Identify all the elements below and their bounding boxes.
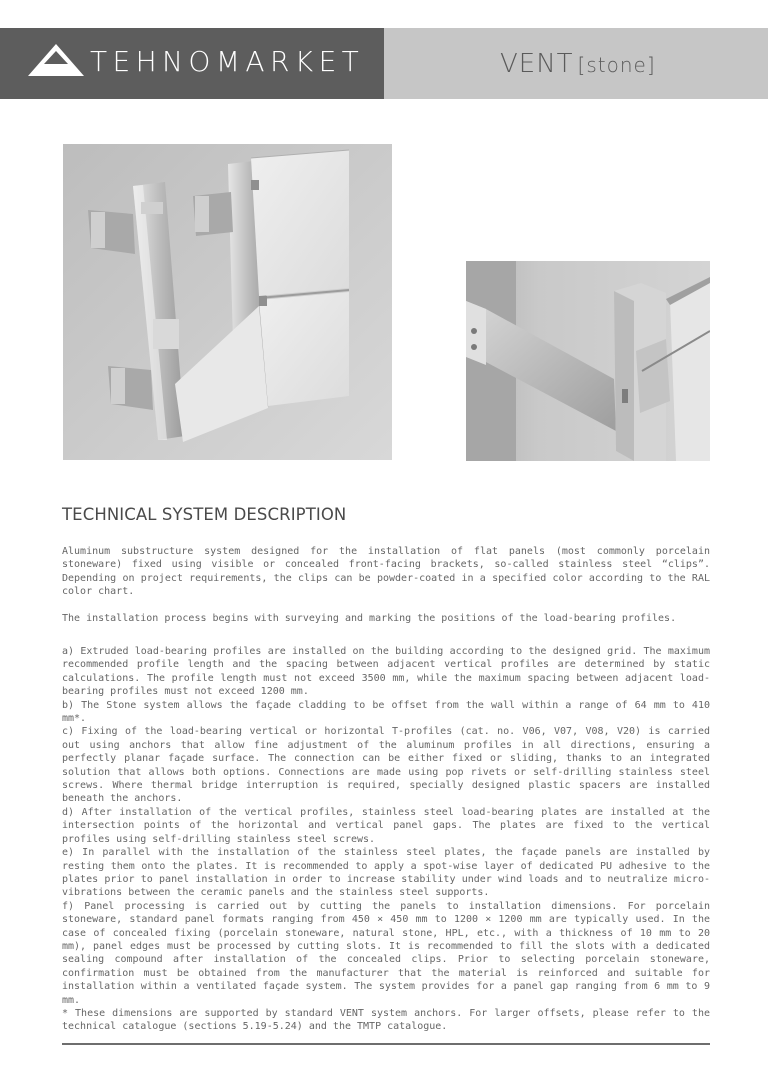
product-variant: [stone] <box>577 53 656 77</box>
footer-divider <box>62 1043 710 1045</box>
product-bar <box>384 28 768 99</box>
step-d: d) After installation of the vertical profiles, stainless steel load-bearing plates are installed at the intersection points of the horizontal and vertical panel gaps. The plates are fixed to the vertical profiles using self-drilling stainless steel screws. <box>62 806 710 845</box>
footnote: * These dimensions are supported by standard VENT system anchors. For larger offsets, please refer to the technical catalogue (sections 5.19-5.24) and the TMTP catalogue. <box>62 1007 710 1033</box>
product-name: VENT <box>500 49 574 79</box>
brand-bar <box>0 28 384 99</box>
intro-paragraph: Aluminum substructure system designed for the installation of flat panels (most commonly porcelain stoneware) fixed using visible or concealed front-facing brackets, so-called stainless steel “clips”. Depending on project requirements, the clips can be powder-coated in a specified color according to the RAL color chart. <box>62 546 710 598</box>
bracket-detail-photo <box>466 261 710 461</box>
step-a: a) Extruded load-bearing profiles are installed on the building according to the designed grid. The maximum recommended profile length and the spacing between adjacent vertical profiles are determined by static calculations. The profile length must not exceed 3500 mm, while the maximum spacing between adjacent load-bearing profiles must not exceed 1200 mm. <box>62 646 710 698</box>
step-e: e) In parallel with the installation of the stainless steel plates, the façade panels are installed by resting them onto the plates. It is recommended to apply a spot-wise layer of dedicated PU adhesive to the plates prior to panel installation in order to increase stability under wind loads and to neutralize micro-vibrations between the ceramic panels and the stainless steel supports. <box>62 847 710 899</box>
section-title: TECHNICAL SYSTEM DESCRIPTION <box>62 505 347 524</box>
step-b: b) The Stone system allows the façade cladding to be offset from the wall within a range of 64 mm to 410 mm*. <box>62 699 710 725</box>
brand-name: TEHNOMARKET <box>90 45 365 78</box>
triangle-mountain-icon <box>28 44 84 78</box>
installation-steps <box>62 645 710 1034</box>
product-title <box>500 48 656 83</box>
system-render-photo <box>63 144 392 460</box>
process-paragraph: The installation process begins with surveying and marking the positions of the load-bearing profiles. <box>62 613 677 624</box>
step-f: f) Panel processing is carried out by cutting the panels to installation dimensions. For porcelain stoneware, standard panel formats ranging from 450 × 450 mm to 1200 × 1200 mm are typically used. In the case of concealed fixing (porcelain stoneware, natural stone, HPL, etc., with a thickness of 10 mm to 20 mm), panel edges must be processed by cutting slots. It is recommended to fill the slots with a dedicated sealing compound after installation of the concealed clips. Prior to selecting porcelain stoneware, confirmation must be obtained from the manufacturer that the material is reinforced and suitable for installation within a ventilated façade system. The system provides for a panel gap ranging from 6 mm to 9 mm. <box>62 900 710 1006</box>
step-c: c) Fixing of the load-bearing vertical or horizontal T-profiles (cat. no. V06, V07, V08, V20) is carried out using anchors that allow fine adjustment of the aluminum profiles in all directions, ensuring a perfectly planar façade surface. The connection can be either fixed or sliding, thanks to an integrated solution that allows both options. Connections are made using pop rivets or self-drilling stainless steel screws. Where thermal bridge interruption is required, specially designed plastic spacers are installed beneath the anchors. <box>62 726 710 805</box>
